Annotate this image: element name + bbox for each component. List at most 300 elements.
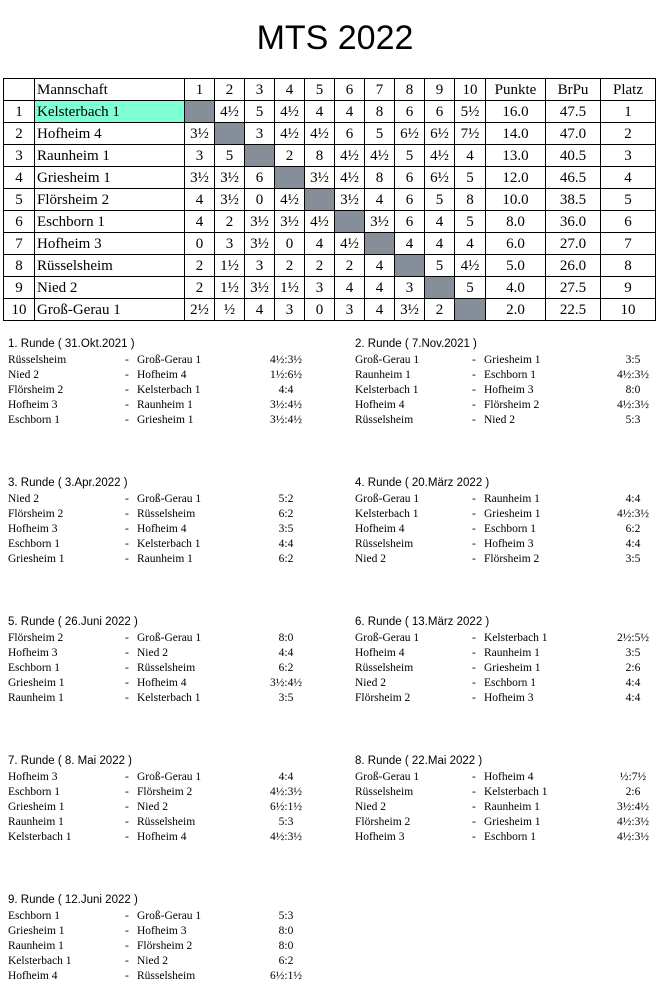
game-result: 2½:5½ [617, 632, 649, 644]
separator-dash: - [472, 354, 476, 366]
round-title: 6. Runde ( 13.März 2022 ) [355, 616, 490, 628]
score-cell: 3 [395, 277, 425, 299]
score-cell: 6 [395, 189, 425, 211]
game-result: 3:5 [625, 553, 641, 565]
diagonal-cell [455, 299, 486, 321]
column-header: 5 [305, 79, 335, 101]
score-cell: 4 [425, 233, 455, 255]
home-team: Rüsselsheim [355, 662, 414, 674]
game-result: 4½:3½ [617, 399, 649, 411]
score-cell: 3 [245, 255, 275, 277]
game-result: 5:2 [278, 493, 294, 505]
separator-dash: - [472, 786, 476, 798]
away-team: Griesheim 1 [137, 414, 194, 426]
game-result: 4:4 [625, 493, 641, 505]
home-team: Nied 2 [8, 369, 39, 381]
game-result: 3:5 [278, 523, 294, 535]
score-cell: 4 [395, 233, 425, 255]
home-team: Hofheim 3 [8, 647, 58, 659]
column-header: Mannschaft [35, 79, 185, 101]
away-team: Raunheim 1 [484, 493, 540, 505]
game-result: 3½:4½ [270, 399, 302, 411]
away-team: Hofheim 3 [484, 384, 534, 396]
separator-dash: - [472, 553, 476, 565]
home-team: Nied 2 [355, 677, 386, 689]
score-cell: 5 [455, 211, 486, 233]
score-cell: 5 [395, 145, 425, 167]
separator-dash: - [125, 801, 129, 813]
score-cell: 3½ [305, 167, 335, 189]
table-row [4, 233, 656, 255]
game-result: 4½:3½ [270, 831, 302, 843]
separator-dash: - [125, 632, 129, 644]
game-result: 4:4 [278, 647, 294, 659]
game-result: 6½:1½ [270, 970, 302, 982]
score-cell: 1½ [275, 277, 305, 299]
team-name: Hofheim 3 [35, 233, 185, 255]
score-cell: 3 [185, 145, 215, 167]
separator-dash: - [472, 523, 476, 535]
score-cell: 4 [365, 255, 395, 277]
home-team: Groß-Gerau 1 [355, 632, 420, 644]
game-result: 3:5 [625, 354, 641, 366]
away-team: Rüsselsheim [137, 508, 196, 520]
score-cell: 3½ [275, 211, 305, 233]
diagonal-cell [305, 189, 335, 211]
home-team: Flörsheim 2 [8, 632, 64, 644]
diagonal-cell [215, 123, 245, 145]
points-cell: 2.0 [486, 299, 546, 321]
rank-number: 7 [4, 233, 35, 255]
points-cell: 8.0 [486, 211, 546, 233]
game-result: 3½:4½ [617, 801, 649, 813]
separator-dash: - [472, 692, 476, 704]
score-cell: 8 [365, 167, 395, 189]
away-team: Nied 2 [137, 647, 168, 659]
away-team: Hofheim 4 [484, 771, 534, 783]
column-header: 3 [245, 79, 275, 101]
separator-dash: - [472, 538, 476, 550]
place-cell: 5 [601, 189, 656, 211]
game-result: 4½:3½ [617, 508, 649, 520]
home-team: Kelsterbach 1 [8, 955, 72, 967]
score-cell: 1½ [215, 277, 245, 299]
score-cell: 6 [245, 167, 275, 189]
separator-dash: - [125, 816, 129, 828]
separator-dash: - [125, 940, 129, 952]
rank-number: 5 [4, 189, 35, 211]
game-result: 4:4 [625, 538, 641, 550]
round-block [8, 476, 328, 567]
away-team: Nied 2 [484, 414, 515, 426]
game-result: 3:5 [625, 647, 641, 659]
away-team: Hofheim 4 [137, 369, 187, 381]
diagonal-cell [365, 233, 395, 255]
game-row [8, 676, 328, 691]
score-cell: 3½ [245, 233, 275, 255]
table-row [4, 277, 656, 299]
game-row [355, 537, 670, 552]
points-cell: 6.0 [486, 233, 546, 255]
rank-number: 6 [4, 211, 35, 233]
separator-dash: - [125, 970, 129, 982]
score-cell: 0 [275, 233, 305, 255]
board-points-cell: 46.5 [546, 167, 601, 189]
home-team: Eschborn 1 [8, 538, 61, 550]
home-team: Nied 2 [355, 801, 386, 813]
round-title: 1. Runde ( 31.Okt.2021 ) [8, 338, 135, 350]
score-cell: 5 [365, 123, 395, 145]
game-row [355, 383, 670, 398]
rank-number: 1 [4, 101, 35, 123]
home-team: Nied 2 [8, 493, 39, 505]
place-cell: 1 [601, 101, 656, 123]
score-cell: 4 [305, 101, 335, 123]
score-cell: 4½ [335, 167, 365, 189]
away-team: Rüsselsheim [137, 816, 196, 828]
home-team: Hofheim 4 [8, 970, 58, 982]
separator-dash: - [125, 523, 129, 535]
away-team: Eschborn 1 [484, 523, 537, 535]
game-result: ½:7½ [619, 771, 647, 783]
game-row [355, 492, 670, 507]
round-block [8, 337, 328, 428]
score-cell: 6½ [425, 167, 455, 189]
score-cell: 4 [455, 145, 486, 167]
separator-dash: - [472, 399, 476, 411]
home-team: Groß-Gerau 1 [355, 354, 420, 366]
score-cell: 4½ [275, 123, 305, 145]
round-block [8, 615, 328, 706]
separator-dash: - [472, 384, 476, 396]
separator-dash: - [125, 354, 129, 366]
game-result: 6:2 [278, 508, 294, 520]
score-cell: 3½ [395, 299, 425, 321]
home-team: Rüsselsheim [355, 414, 414, 426]
column-header: 10 [455, 79, 486, 101]
score-cell: 5 [215, 145, 245, 167]
place-cell: 4 [601, 167, 656, 189]
game-row [8, 924, 328, 939]
game-row [355, 413, 670, 428]
score-cell: 5 [425, 255, 455, 277]
home-team: Flörsheim 2 [355, 692, 411, 704]
rank-number: 4 [4, 167, 35, 189]
score-cell: 2 [215, 211, 245, 233]
game-row [355, 830, 670, 845]
board-points-cell: 40.5 [546, 145, 601, 167]
page-title: MTS 2022 [256, 19, 414, 57]
game-row [355, 691, 670, 706]
game-row [8, 939, 328, 954]
score-cell: 5 [425, 189, 455, 211]
place-cell: 6 [601, 211, 656, 233]
place-cell: 2 [601, 123, 656, 145]
standings-table [3, 78, 656, 321]
home-team: Hofheim 3 [8, 399, 58, 411]
score-cell: 4 [185, 189, 215, 211]
score-cell: 5½ [455, 101, 486, 123]
points-cell: 4.0 [486, 277, 546, 299]
column-header: 9 [425, 79, 455, 101]
score-cell: 2 [185, 255, 215, 277]
score-cell: 6½ [425, 123, 455, 145]
game-row [8, 537, 328, 552]
team-name: Kelsterbach 1 [35, 101, 185, 123]
separator-dash: - [472, 662, 476, 674]
game-row [355, 368, 670, 383]
place-cell: 10 [601, 299, 656, 321]
board-points-cell: 22.5 [546, 299, 601, 321]
away-team: Groß-Gerau 1 [137, 354, 202, 366]
column-header: 8 [395, 79, 425, 101]
away-team: Kelsterbach 1 [484, 786, 548, 798]
away-team: Nied 2 [137, 955, 168, 967]
away-team: Hofheim 4 [137, 523, 187, 535]
round-block [355, 754, 670, 845]
column-header: 1 [185, 79, 215, 101]
points-cell: 16.0 [486, 101, 546, 123]
game-result: 5:3 [625, 414, 641, 426]
score-cell: 4½ [425, 145, 455, 167]
score-cell: 4 [305, 233, 335, 255]
away-team: Griesheim 1 [484, 354, 541, 366]
away-team: Hofheim 3 [484, 538, 534, 550]
game-row [355, 522, 670, 537]
round-title: 5. Runde ( 26.Juni 2022 ) [8, 616, 138, 628]
score-cell: 6½ [395, 123, 425, 145]
game-result: 6:2 [278, 553, 294, 565]
home-team: Griesheim 1 [8, 801, 65, 813]
separator-dash: - [125, 414, 129, 426]
points-cell: 12.0 [486, 167, 546, 189]
rank-number: 9 [4, 277, 35, 299]
separator-dash: - [472, 632, 476, 644]
game-row [8, 954, 328, 969]
separator-dash: - [125, 508, 129, 520]
away-team: Hofheim 3 [137, 925, 187, 937]
score-cell: 3½ [335, 189, 365, 211]
away-team: Nied 2 [137, 801, 168, 813]
team-name: Rüsselsheim [35, 255, 185, 277]
away-team: Kelsterbach 1 [137, 538, 201, 550]
home-team: Griesheim 1 [8, 677, 65, 689]
score-cell: 2 [275, 255, 305, 277]
away-team: Hofheim 3 [484, 692, 534, 704]
rank-number: 3 [4, 145, 35, 167]
game-row [8, 646, 328, 661]
table-row [4, 189, 656, 211]
away-team: Eschborn 1 [484, 677, 537, 689]
team-name: Flörsheim 2 [35, 189, 185, 211]
game-result: 8:0 [278, 940, 294, 952]
diagonal-cell [185, 101, 215, 123]
score-cell: 8 [365, 101, 395, 123]
home-team: Kelsterbach 1 [355, 508, 419, 520]
separator-dash: - [125, 692, 129, 704]
home-team: Griesheim 1 [8, 553, 65, 565]
board-points-cell: 27.5 [546, 277, 601, 299]
separator-dash: - [125, 955, 129, 967]
points-cell: 5.0 [486, 255, 546, 277]
round-title: 8. Runde ( 22.Mai 2022 ) [355, 755, 483, 767]
game-result: 4½:3½ [617, 831, 649, 843]
away-team: Flörsheim 2 [484, 399, 540, 411]
game-row [8, 522, 328, 537]
separator-dash: - [472, 414, 476, 426]
away-team: Hofheim 4 [137, 677, 187, 689]
score-cell: 5 [455, 277, 486, 299]
rank-number: 10 [4, 299, 35, 321]
separator-dash: - [472, 831, 476, 843]
game-result: 6:2 [278, 955, 294, 967]
separator-dash: - [125, 831, 129, 843]
away-team: Groß-Gerau 1 [137, 632, 202, 644]
score-cell: 4½ [275, 101, 305, 123]
home-team: Hofheim 3 [355, 831, 405, 843]
away-team: Eschborn 1 [484, 831, 537, 843]
table-row [4, 145, 656, 167]
game-row [8, 353, 328, 368]
score-cell: 4 [365, 299, 395, 321]
game-row [355, 646, 670, 661]
away-team: Raunheim 1 [137, 399, 193, 411]
table-row [4, 167, 656, 189]
score-cell: 8 [455, 189, 486, 211]
home-team: Hofheim 4 [355, 399, 405, 411]
home-team: Griesheim 1 [8, 925, 65, 937]
table-row [4, 101, 656, 123]
score-cell: 1½ [215, 255, 245, 277]
game-row [8, 492, 328, 507]
board-points-cell: 27.0 [546, 233, 601, 255]
game-row [8, 691, 328, 706]
diagonal-cell [335, 211, 365, 233]
team-name: Raunheim 1 [35, 145, 185, 167]
points-cell: 14.0 [486, 123, 546, 145]
game-result: 3½:4½ [270, 414, 302, 426]
game-result: 3:5 [278, 692, 294, 704]
place-cell: 7 [601, 233, 656, 255]
round-block [355, 337, 670, 428]
game-row [8, 398, 328, 413]
home-team: Flörsheim 2 [355, 816, 411, 828]
score-cell: 2 [425, 299, 455, 321]
game-row [8, 661, 328, 676]
game-row [8, 969, 328, 984]
away-team: Groß-Gerau 1 [137, 493, 202, 505]
round-block [8, 893, 328, 984]
separator-dash: - [472, 677, 476, 689]
separator-dash: - [125, 786, 129, 798]
score-cell: 4 [425, 211, 455, 233]
game-result: 8:0 [278, 925, 294, 937]
away-team: Rüsselsheim [137, 970, 196, 982]
rank-number: 2 [4, 123, 35, 145]
away-team: Flörsheim 2 [137, 786, 193, 798]
home-team: Raunheim 1 [355, 369, 411, 381]
game-result: 6:2 [625, 523, 641, 535]
score-cell: 3 [335, 299, 365, 321]
score-cell: 0 [305, 299, 335, 321]
score-cell: 6 [425, 101, 455, 123]
round-block [355, 615, 670, 706]
score-cell: 6 [335, 123, 365, 145]
separator-dash: - [125, 384, 129, 396]
round-title: 4. Runde ( 20.März 2022 ) [355, 477, 490, 489]
away-team: Raunheim 1 [137, 553, 193, 565]
points-cell: 10.0 [486, 189, 546, 211]
away-team: Rüsselsheim [137, 662, 196, 674]
game-result: 4½:3½ [617, 816, 649, 828]
score-cell: 3½ [245, 211, 275, 233]
diagonal-cell [395, 255, 425, 277]
diagonal-cell [245, 145, 275, 167]
score-cell: 3 [245, 123, 275, 145]
place-cell: 3 [601, 145, 656, 167]
board-points-cell: 47.0 [546, 123, 601, 145]
separator-dash: - [125, 662, 129, 674]
away-team: Griesheim 1 [484, 508, 541, 520]
away-team: Kelsterbach 1 [137, 692, 201, 704]
away-team: Kelsterbach 1 [484, 632, 548, 644]
home-team: Hofheim 4 [355, 523, 405, 535]
board-points-cell: 47.5 [546, 101, 601, 123]
diagonal-cell [275, 167, 305, 189]
game-row [355, 815, 670, 830]
game-row [355, 676, 670, 691]
home-team: Raunheim 1 [8, 692, 64, 704]
game-result: 5:3 [278, 910, 294, 922]
separator-dash: - [472, 508, 476, 520]
score-cell: 3½ [215, 189, 245, 211]
home-team: Groß-Gerau 1 [355, 771, 420, 783]
team-name: Eschborn 1 [35, 211, 185, 233]
game-row [8, 830, 328, 845]
home-team: Eschborn 1 [8, 786, 61, 798]
board-points-cell: 26.0 [546, 255, 601, 277]
home-team: Raunheim 1 [8, 940, 64, 952]
score-cell: 6 [395, 167, 425, 189]
score-cell: 8 [305, 145, 335, 167]
score-cell: 3½ [185, 167, 215, 189]
score-cell: 2 [335, 255, 365, 277]
home-team: Kelsterbach 1 [8, 831, 72, 843]
game-row [355, 398, 670, 413]
table-row [4, 123, 656, 145]
separator-dash: - [125, 677, 129, 689]
away-team: Hofheim 4 [137, 831, 187, 843]
separator-dash: - [472, 801, 476, 813]
game-row [8, 368, 328, 383]
game-row [355, 800, 670, 815]
rank-number: 8 [4, 255, 35, 277]
game-row [8, 815, 328, 830]
game-result: 6½:1½ [270, 801, 302, 813]
separator-dash: - [125, 553, 129, 565]
column-header: 6 [335, 79, 365, 101]
score-cell: 3 [215, 233, 245, 255]
game-row [355, 353, 670, 368]
score-cell: 4½ [365, 145, 395, 167]
score-cell: 4 [185, 211, 215, 233]
home-team: Rüsselsheim [8, 354, 67, 366]
table-row [4, 255, 656, 277]
game-result: 4:4 [625, 677, 641, 689]
score-cell: 2½ [185, 299, 215, 321]
score-cell: 0 [245, 189, 275, 211]
team-name: Griesheim 1 [35, 167, 185, 189]
